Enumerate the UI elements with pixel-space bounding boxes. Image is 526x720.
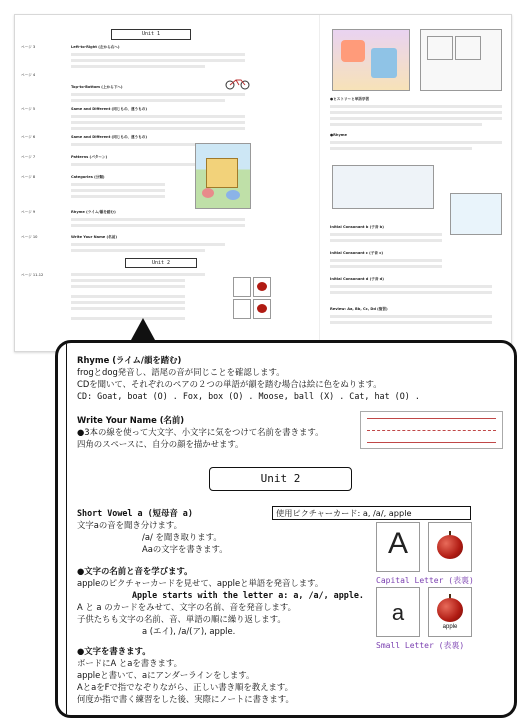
- text-line: [330, 105, 502, 108]
- right-section-rhyme: ●Rhyme: [330, 133, 347, 137]
- text-line: [330, 233, 442, 236]
- apple-icon: [437, 535, 463, 559]
- right-section-history: ●ヒストリーと単語学習: [330, 97, 370, 101]
- section-write-name: Write Your Name (名前): [71, 235, 117, 239]
- text-line: [71, 121, 245, 124]
- rhyme-line-1: frogとdog発音し、語尾の音が同じことを確認します。: [77, 367, 285, 377]
- text-line: [71, 273, 205, 276]
- text-line: [330, 291, 492, 294]
- small-letter-caption: Small Letter (表裏): [376, 641, 465, 650]
- bicycle-icon: [225, 75, 251, 87]
- sidebar-page-5: ページ 5: [21, 107, 36, 111]
- letter-name-heading: ●文字の名前と音を学びます。: [77, 566, 193, 576]
- text-line: [71, 249, 205, 252]
- sidebar-page-6: ページ 6: [21, 135, 36, 139]
- apple-word: apple: [442, 624, 458, 630]
- worksheet-image-4: [450, 193, 502, 235]
- text-line: [330, 147, 472, 150]
- text-line: [71, 243, 225, 246]
- text-line: [71, 224, 245, 227]
- worksheet-thumbnail: [195, 143, 251, 209]
- section-same-different-1: Same and Different (同じもの、違うもの): [71, 107, 148, 111]
- zoom-arrow-icon: [131, 318, 155, 340]
- text-line: [330, 123, 482, 126]
- apple-icon: [437, 598, 463, 622]
- unit-2-title: Unit 2: [209, 467, 352, 491]
- letter-name-line-1: appleのピクチャーカードを見せて、appleと単語を発音します。: [77, 578, 324, 588]
- text-line: [71, 115, 245, 118]
- letter-name-line-5: a (エイ), /a/(ア), apple.: [142, 626, 236, 636]
- write-letter-line-1: ボードにA とaを書きます。: [77, 658, 182, 668]
- zoom-panel: [55, 340, 517, 718]
- picture-card-label: 使用ピクチャーカード: a, /a/, apple: [272, 506, 471, 520]
- letter-name-line-4: 子供たちも文字の名前、音、単語の順に繰り返します。: [77, 614, 286, 624]
- short-vowel-line-2: /a/ を聞き取ります。: [142, 532, 222, 542]
- text-line: [330, 315, 492, 318]
- text-line: [71, 189, 165, 192]
- letter-name-line-3: A と a のカードをみせて、文字の名前、音を発音します。: [77, 602, 297, 612]
- sidebar-page-9: ページ 9: [21, 210, 36, 214]
- text-line: [71, 295, 185, 298]
- sidebar-page-8: ページ 8: [21, 175, 36, 179]
- text-line: [71, 279, 185, 282]
- worksheet-image-2: [420, 29, 502, 91]
- worksheet-image-1: [332, 29, 410, 91]
- text-line: [71, 218, 245, 221]
- text-line: [71, 307, 185, 310]
- text-line: [71, 183, 165, 186]
- short-vowel-line-3: Aaの文字を書きます。: [142, 544, 228, 554]
- section-categories: Categories (分類): [71, 175, 105, 179]
- text-line: [330, 259, 442, 262]
- section-patterns: Patterns (パターン): [71, 155, 108, 159]
- unit2-title-mini: Unit 2: [125, 258, 197, 268]
- mini-card-apple: [253, 277, 271, 297]
- text-line: [71, 65, 205, 68]
- write-letter-line-3: AとaをFで指でなぞりながら、正しい書き順を教えます。: [77, 682, 294, 692]
- sidebar-page-10: ページ 10: [21, 235, 38, 239]
- text-line: [71, 317, 185, 320]
- name-writing-box: [360, 411, 503, 449]
- write-name-line-2: 四角のスペースに、自分の顔を描かせます。: [77, 439, 244, 449]
- write-letter-line-4: 何度か指で書く練習をした後、実際にノートに書きます。: [77, 694, 294, 704]
- apple-card-capital: [428, 522, 472, 572]
- write-letter-line-2: appleと書いて、aにアンダーラインをします。: [77, 670, 255, 680]
- text-line: [330, 285, 492, 288]
- section-top-to-bottom: Top-to-Bottom (上から下へ): [71, 85, 123, 89]
- text-line: [71, 195, 165, 198]
- text-line: [71, 285, 185, 288]
- text-line: [330, 239, 442, 242]
- text-line: [71, 93, 245, 96]
- write-name-line-1: ●3本の線を使って大文字、小文字に気をつけて名前を書きます。: [77, 427, 324, 437]
- right-section-review: Review: Aa, Bb, Cc, Dd (復習): [330, 307, 388, 311]
- section-same-different-2: Same and Different (同じもの、違うもの): [71, 135, 148, 139]
- right-page: [319, 15, 512, 351]
- small-letter-card: [376, 587, 420, 637]
- book-spread: [14, 14, 512, 352]
- short-vowel-heading: Short Vowel a (短母音 a): [77, 508, 193, 518]
- section-left-to-right: Left-to-Right (左から右へ): [71, 45, 120, 49]
- text-line: [71, 99, 225, 102]
- write-name-heading: Write Your Name (名前): [77, 415, 185, 425]
- rhyme-line-3: CD: Goat, boat (O) . Fox, box (O) . Moose, ball (X) . Cat, hat (O) .: [77, 391, 420, 401]
- sidebar-page-4: ページ 4: [21, 73, 36, 77]
- text-line: [71, 59, 245, 62]
- letter-name-line-2: Apple starts with the letter a: a, /a/, apple.: [132, 590, 364, 600]
- mini-card-capital: [233, 277, 251, 297]
- write-letter-heading: ●文字を書きます。: [77, 646, 151, 656]
- text-line: [71, 127, 245, 130]
- short-vowel-line-1: 文字aの音を聞き分けます。: [77, 520, 182, 530]
- margin-rule: [66, 343, 67, 715]
- capital-letter-glyph: A: [387, 527, 408, 560]
- rhyme-line-2: CDを聞いて、それぞれのペアの２つの単語が韻を踏む場合は絵に色をぬります。: [77, 379, 382, 389]
- sidebar-page-11-12: ページ 11-12: [21, 273, 44, 277]
- left-page: [15, 15, 315, 351]
- text-line: [71, 53, 245, 56]
- text-line: [330, 111, 502, 114]
- sidebar-page-3: ページ 3: [21, 45, 36, 49]
- text-line: [330, 117, 502, 120]
- section-rhyme: Rhyme (ライム/韻を踏む): [71, 210, 116, 214]
- capital-letter-card: [376, 522, 420, 572]
- worksheet-image-3: [332, 165, 434, 209]
- right-section-consonant-c: Initial Consonant c (子音 c): [330, 251, 384, 255]
- text-line: [330, 265, 442, 268]
- text-line: [330, 321, 492, 324]
- text-line: [71, 301, 185, 304]
- unit1-title: Unit 1: [111, 29, 191, 40]
- right-section-consonant-d: Initial Consonant d (子音 d): [330, 277, 384, 281]
- apple-card-small: [428, 587, 472, 637]
- right-section-consonant-b: Initial Consonant b (子音 b): [330, 225, 384, 229]
- sidebar-page-7: ページ 7: [21, 155, 36, 159]
- text-line: [330, 141, 502, 144]
- capital-letter-caption: Capital Letter (表裏): [376, 576, 474, 585]
- rhyme-heading: Rhyme (ライム/韻を踏む): [77, 355, 182, 365]
- mini-card-apple-2: [253, 299, 271, 319]
- mini-card-small: [233, 299, 251, 319]
- small-letter-glyph: a: [391, 600, 405, 625]
